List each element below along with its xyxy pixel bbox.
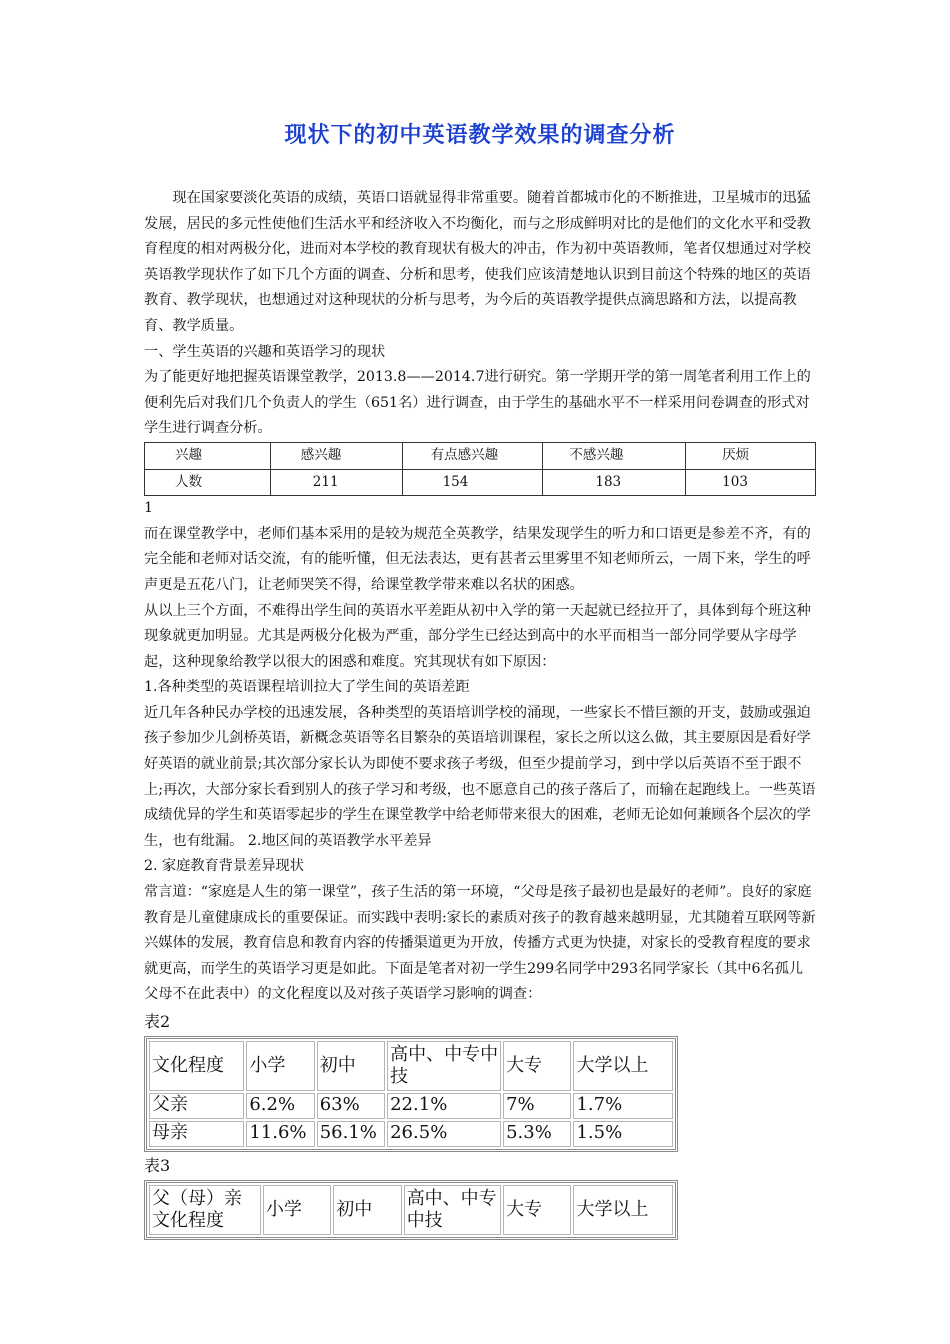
table-cell: 感兴趣 bbox=[270, 442, 402, 469]
table-cell: 不感兴趣 bbox=[543, 442, 686, 469]
table-header-cell: 小学 bbox=[246, 1041, 314, 1091]
table-header-cell: 高中、中专中技 bbox=[387, 1041, 501, 1091]
table-cell: 5.3% bbox=[503, 1121, 571, 1147]
table-header-cell: 大学以上 bbox=[573, 1185, 673, 1235]
subheading-1: 1.各种类型的英语课程培训拉大了学生间的英语差距 bbox=[144, 679, 470, 696]
document-title: 现状下的初中英语教学效果的调查分析 bbox=[284, 122, 676, 148]
table-cell: 兴趣 bbox=[145, 442, 271, 469]
table-cell: 母亲 bbox=[149, 1121, 244, 1147]
table-cell: 56.1% bbox=[317, 1121, 385, 1147]
table-cell: 154 bbox=[402, 469, 543, 496]
table-header-cell: 大学以上 bbox=[573, 1041, 673, 1091]
section1-paragraph: 为了能更好地把握英语课堂教学，2013.8——2014.7进行研究。第一学期开学的第一周笔者利用工作上的便利先后对我们几个负责人的学生（651名）进行调查，由于学生的基础水平不一样采用问卷调查的形式对学生进行调查分析。 bbox=[144, 369, 811, 437]
table-header-row bbox=[149, 1041, 673, 1091]
interest-table bbox=[144, 442, 816, 496]
table-cell: 211 bbox=[270, 469, 402, 496]
table-cell: 厌烦 bbox=[686, 442, 816, 469]
paragraph: 而在课堂教学中，老师们基本采用的是较为规范全英教学，结果发现学生的听力和口语更是参差不齐，有的完全能和老师对话交流，有的能听懂，但无法表达，更有甚者云里雾里不知老师所云，一周下来，学生的呼声更是五花八门，让老师哭笑不得，给课堂教学带来难以名状的困惑。 bbox=[144, 525, 811, 593]
table-cell: 1.5% bbox=[573, 1121, 673, 1147]
table-row bbox=[145, 469, 816, 496]
table-header-cell: 高中、中专中技 bbox=[404, 1185, 501, 1235]
table-cell: 人数 bbox=[145, 469, 271, 496]
table-row bbox=[145, 442, 816, 469]
table-row bbox=[149, 1121, 673, 1147]
table-row bbox=[149, 1093, 673, 1119]
table3-caption: 表3 bbox=[144, 1156, 171, 1175]
table-header-cell: 文化程度 bbox=[149, 1041, 244, 1091]
parent-influence-table bbox=[144, 1180, 678, 1240]
table-header-cell: 大专 bbox=[503, 1041, 571, 1091]
table-cell: 22.1% bbox=[387, 1093, 501, 1119]
table-cell: 63% bbox=[317, 1093, 385, 1119]
paragraph: 近几年各种民办学校的迅速发展，各种类型的英语培训学校的涌现，一些家长不惜巨额的开支，鼓励或强迫孩子参加少儿剑桥英语，新概念英语等名目繁杂的英语培训课程，家长之所以这么做，其主要原因是看好学好英语的就业前景;其次部分家长认为即使不要求孩子考级，但至少提前学习，到中学以后英语不至于跟不上;再次，大部分家长看到别人的孩子学习和考级，也不愿意自己的孩子落后了，而输在起跑线上。一些英语成绩优异的学生和英语零起步的学生在课堂教学中给老师带来很大的困难，老师无论如何兼顾各个层次的学生，也有纰漏。 2.地区间的英语教学水平差异 bbox=[144, 704, 816, 849]
table-cell: 103 bbox=[686, 469, 816, 496]
subheading-2: 2. 家庭教育背景差异现状 bbox=[144, 858, 304, 875]
table-cell: 11.6% bbox=[246, 1121, 314, 1147]
table-header-cell: 小学 bbox=[263, 1185, 331, 1235]
page-mark: 1 bbox=[144, 500, 154, 517]
table-cell: 有点感兴趣 bbox=[402, 442, 543, 469]
section1-heading: 一、学生英语的兴趣和英语学习的现状 bbox=[144, 343, 386, 360]
table-cell: 7% bbox=[503, 1093, 571, 1119]
table2-caption: 表2 bbox=[144, 1012, 171, 1031]
table-cell: 183 bbox=[543, 469, 686, 496]
document-body bbox=[144, 186, 816, 1240]
table-header-cell: 初中 bbox=[333, 1185, 401, 1235]
paragraph: 从以上三个方面，不难得出学生间的英语水平差距从初中入学的第一天起就已经拉开了，具体到每个班这种现象就更加明显。尤其是两极分化极为严重，部分学生已经达到高中的水平而相当一部分同学要从字母学起，这种现象给教学以很大的困惑和难度。究其现状有如下原因： bbox=[144, 602, 811, 670]
intro-paragraph: 现在国家要淡化英语的成绩，英语口语就显得非常重要。随着首都城市化的不断推进，卫星城市的迅猛发展，居民的多元性使他们生活水平和经济收入不均衡化，而与之形成鲜明对比的是他们的文化水平和受教育程度的相对两极分化，进而对本学校的教育现状有极大的冲击，作为初中英语教师，笔者仅想通过对学校英语教学现状作了如下几个方面的调查、分析和思考，使我们应该清楚地认识到目前这个特殊的地区的英语教育、教学现状，也想通过对这种现状的分析与思考，为今后的英语教学提供点滴思路和方法，以提高教育、教学质量。 bbox=[144, 190, 811, 334]
parent-education-table bbox=[144, 1036, 678, 1152]
table-header-cell: 父（母）亲文化程度 bbox=[149, 1185, 261, 1235]
paragraph: 常言道：“家庭是人生的第一课堂”，孩子生活的第一环境，“父母是孩子最初也是最好的老师”。良好的家庭教育是儿童健康成长的重要保证。而实践中表明:家长的素质对孩子的教育越来越明显，尤其随着互联网等新兴媒体的发展，教育信息和教育内容的传播渠道更为开放，传播方式更为快捷，对家长的受教育程度的要求就更高，而学生的英语学习更是如此。下面是笔者对初一学生299名同学中293名同学家长（其中6名孤儿父母不在此表中）的文化程度以及对孩子英语学习影响的调查： bbox=[144, 884, 816, 1003]
table-cell: 1.7% bbox=[573, 1093, 673, 1119]
table-cell: 父亲 bbox=[149, 1093, 244, 1119]
table-header-cell: 初中 bbox=[317, 1041, 385, 1091]
table-header-row bbox=[149, 1185, 673, 1235]
table-cell: 6.2% bbox=[246, 1093, 314, 1119]
table-cell: 26.5% bbox=[387, 1121, 501, 1147]
table-header-cell: 大专 bbox=[503, 1185, 571, 1235]
